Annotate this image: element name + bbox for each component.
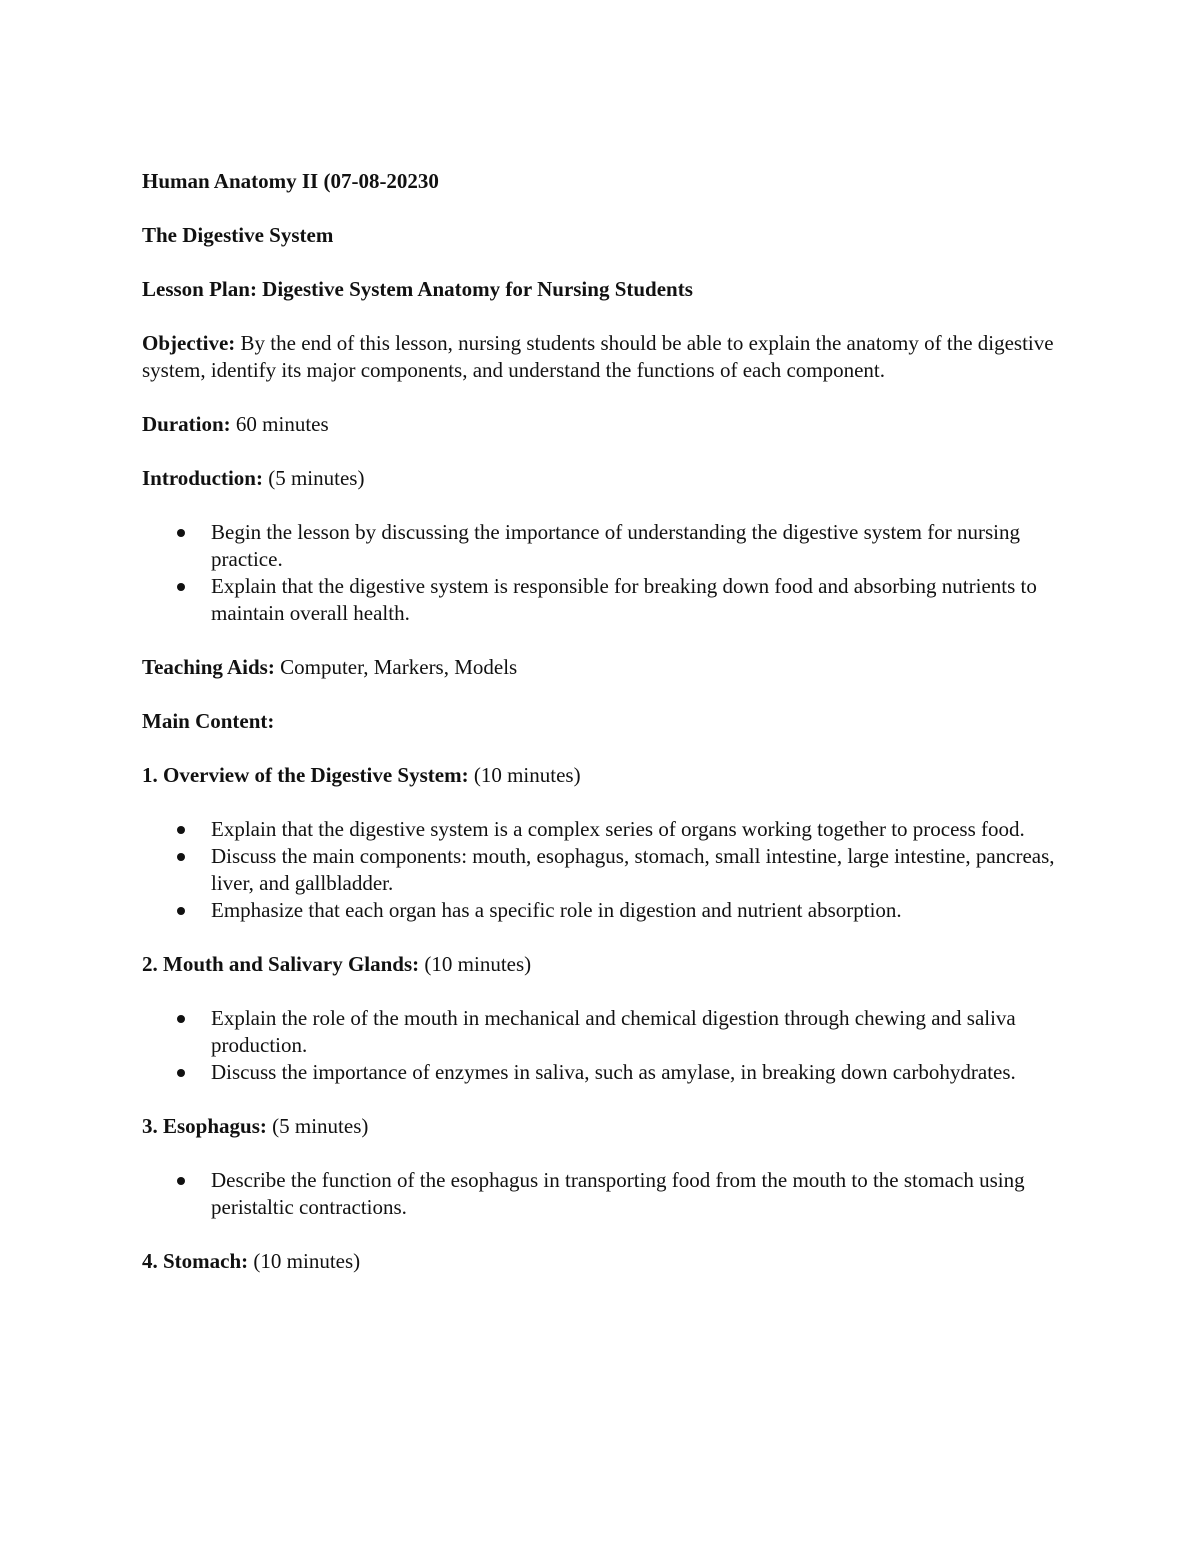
document-subtitle: The Digestive System [142,223,334,247]
list-item: Discuss the main components: mouth, esophagus, stomach, small intestine, large intestine, pancreas, liver, and gallbladder. [142,843,1062,897]
list-item: Explain that the digestive system is a complex series of organs working together to process food. [142,816,1062,843]
introduction-paragraph [142,465,1062,492]
duration-text: 60 minutes [230,412,329,436]
introduction-time: (5 minutes) [262,466,365,490]
bullet-icon [177,1177,185,1185]
list-item: Explain that the digestive system is responsible for breaking down food and absorbing nutrients to maintain overall health. [142,573,1062,627]
section-heading-overview: 1. Overview of the Digestive System: (10 minutes) [142,763,581,787]
duration-label: Duration: [142,412,231,436]
document-title: Human Anatomy II (07-08-20230 [142,169,439,193]
esophagus-bullet-list [142,1167,1062,1221]
objective-label: Objective: [142,331,236,355]
teaching-aids-label: Teaching Aids: [142,655,275,679]
list-item: Discuss the importance of enzymes in saliva, such as amylase, in breaking down carbohydrates. [142,1059,1062,1086]
overview-bullet-list [142,816,1062,924]
main-content-heading: Main Content: [142,709,275,733]
list-item: Begin the lesson by discussing the importance of understanding the digestive system for nursing practice. [142,519,1062,573]
section-heading-stomach: 4. Stomach: (10 minutes) [142,1249,361,1273]
list-item: Emphasize that each organ has a specific role in digestion and nutrient absorption. [142,897,1062,924]
bullet-icon [177,1015,185,1023]
list-item: Explain the role of the mouth in mechanical and chemical digestion through chewing and saliva production. [142,1005,1062,1059]
bullet-icon [177,583,185,591]
bullet-icon [177,826,185,834]
objective-text: By the end of this lesson, nursing students should be able to explain the anatomy of the digestive system, identify its major components, and understand the functions of each component. [142,331,1054,382]
introduction-bullet-list [142,519,1062,627]
bullet-icon [177,853,185,861]
introduction-label: Introduction: [142,466,263,490]
objective-paragraph [142,330,1062,384]
teaching-aids-text: Computer, Markers, Models [274,655,518,679]
duration-paragraph [142,411,1062,438]
list-item: Describe the function of the esophagus in transporting food from the mouth to the stomach using peristaltic contractions. [142,1167,1062,1221]
bullet-icon [177,529,185,537]
mouth-bullet-list [142,1005,1062,1086]
teaching-aids-paragraph [142,654,1062,681]
section-heading-mouth: 2. Mouth and Salivary Glands: (10 minutes) [142,952,532,976]
document-body [142,168,1062,1302]
bullet-icon [177,1069,185,1077]
lesson-plan-heading: Lesson Plan: Digestive System Anatomy for Nursing Students [142,277,693,301]
section-heading-esophagus: 3. Esophagus: (5 minutes) [142,1114,369,1138]
bullet-icon [177,907,185,915]
